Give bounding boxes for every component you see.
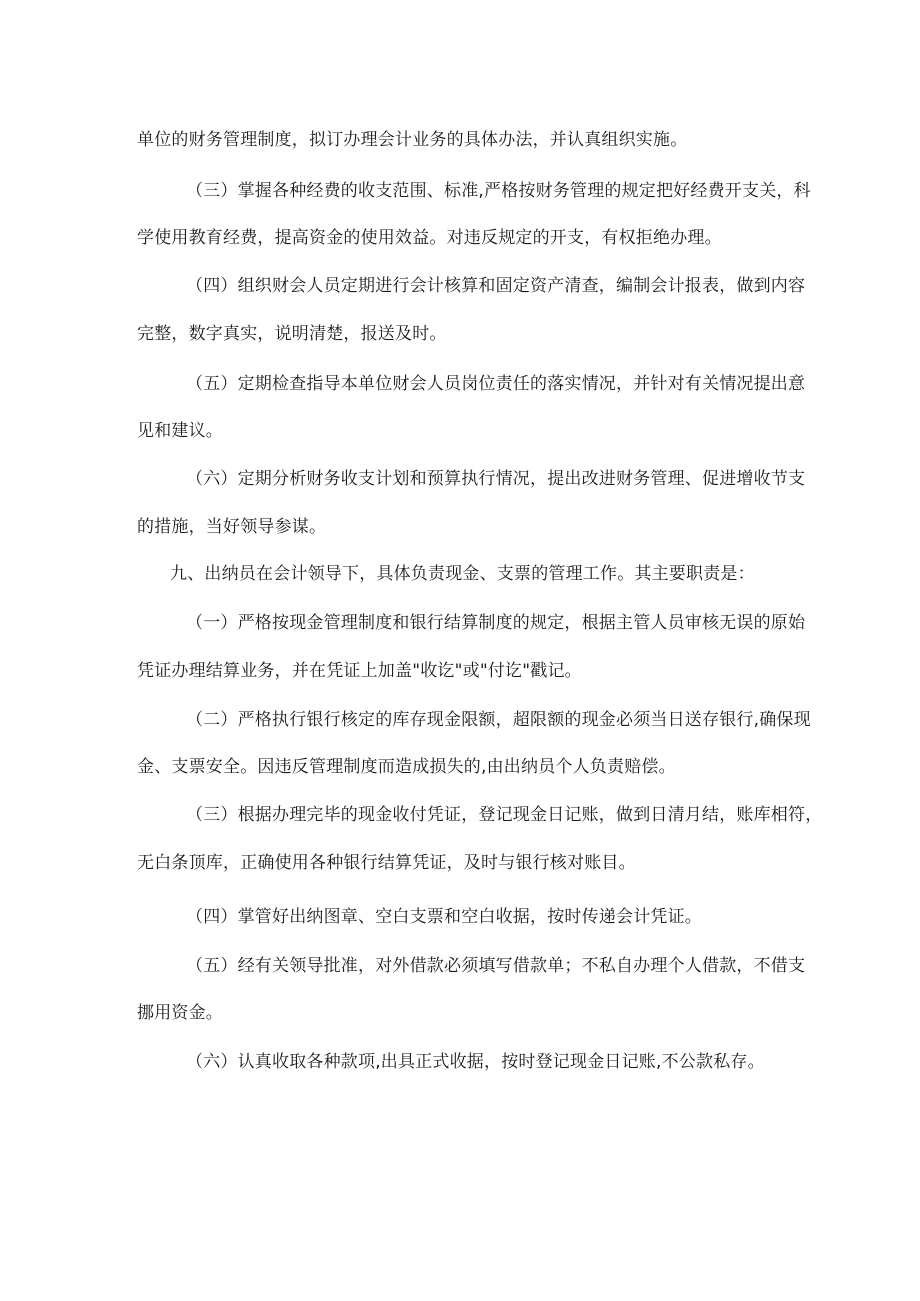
paragraph-line: 学使用教育经费，提高资金的使用效益。对违反规定的开支，有权拒绝办理。 bbox=[137, 228, 722, 248]
section-heading: 九、出纳员在会计领导下，具体负责现金、支票的管理工作。其主要职责是： bbox=[170, 564, 755, 584]
paragraph-line: （四）组织财会人员定期进行会计核算和固定资产清查，编制会计报表，做到内容 bbox=[186, 276, 806, 296]
paragraph-line: （三）掌握各种经费的收支范围、标准,严格按财务管理的规定把好经费开支关，科 bbox=[186, 181, 811, 201]
paragraph-line: 单位的财务管理制度，拟订办理会计业务的具体办法，并认真组织实施。 bbox=[137, 130, 688, 150]
paragraph-line: （三）根据办理完毕的现金收付凭证，登记现金日记账，做到日清月结，账库相符， bbox=[186, 805, 823, 825]
paragraph-line: 完整，数字真实，说明清楚，报送及时。 bbox=[137, 324, 447, 344]
paragraph-line: （一）严格按现金管理制度和银行结算制度的规定，根据主管人员审核无误的原始 bbox=[186, 613, 806, 633]
paragraph-line: 挪用资金。 bbox=[137, 1003, 223, 1023]
paragraph-line: （二）严格执行银行核定的库存现金限额，超限额的现金必须当日送存银行,确保现 bbox=[186, 710, 811, 730]
paragraph-line: （六）定期分析财务收支计划和预算执行情况，提出改进财务管理、促进增收节支 bbox=[186, 469, 806, 489]
paragraph-line: （五）经有关领导批准，对外借款必须填写借款单；不私自办理个人借款，不借支 bbox=[186, 956, 806, 976]
paragraph-line: 的措施，当好领导参谋。 bbox=[137, 517, 327, 537]
paragraph-line: 见和建议。 bbox=[137, 421, 223, 441]
paragraph-line: 无白条顶库，正确使用各种银行结算凭证，及时与银行核对账目。 bbox=[137, 853, 636, 873]
paragraph-line: 凭证办理结算业务，并在凭证上加盖"收讫"或"付讫"戳记。 bbox=[137, 661, 582, 681]
paragraph-line: （六）认真收取各种款项,出具正式收据，按时登记现金日记账,不公款私存。 bbox=[186, 1052, 765, 1072]
paragraph-line: （五）定期检查指导本单位财会人员岗位责任的落实情况，并针对有关情况提出意 bbox=[186, 374, 806, 394]
paragraph-line: （四）掌管好出纳图章、空白支票和空白收据，按时传递会计凭证。 bbox=[186, 907, 702, 927]
paragraph-line: 金、支票安全。因违反管理制度而造成损失的,由出纳员个人负责赔偿。 bbox=[137, 757, 676, 777]
